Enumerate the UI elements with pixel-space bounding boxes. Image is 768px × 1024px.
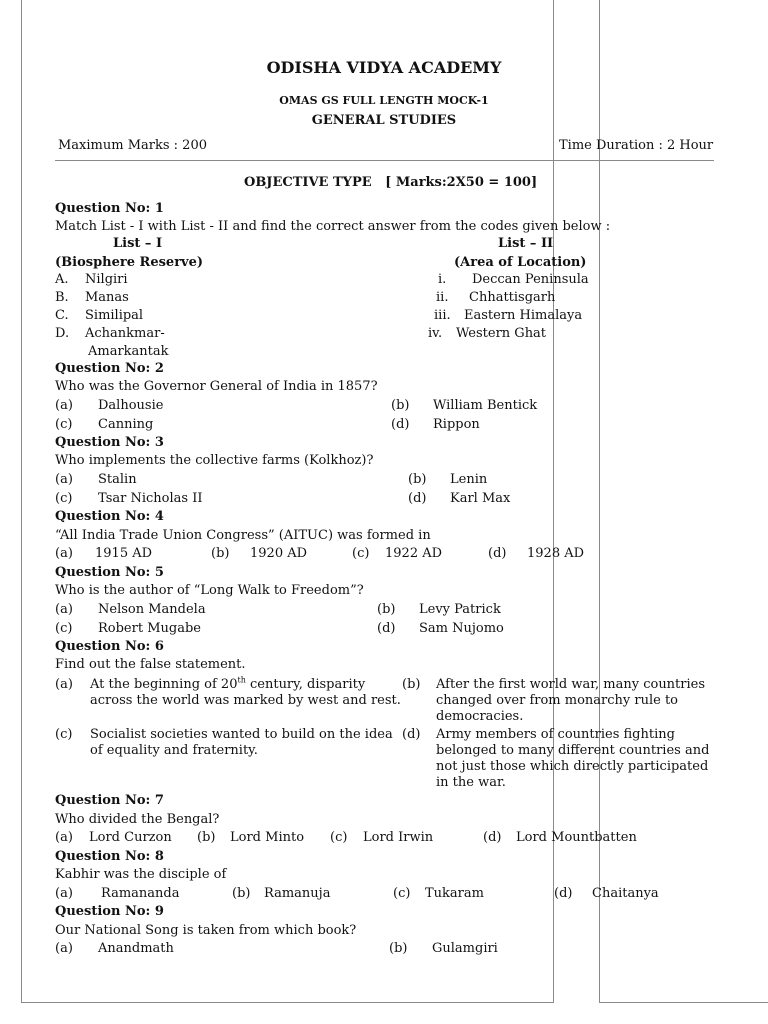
option-text: [90, 677, 402, 709]
option-marker: (d): [377, 621, 396, 636]
list1-item: Achankmar-: [85, 326, 165, 341]
option-marker: (c): [55, 417, 73, 432]
option-text: Stalin: [98, 472, 137, 487]
question-label-6: Question No: 6: [55, 639, 164, 654]
option-marker: (a): [55, 941, 73, 956]
list2-item: Deccan Peninsula: [472, 272, 589, 287]
option-text: Gulamgiri: [432, 941, 498, 956]
option-text: Ramanuja: [264, 886, 331, 901]
question-text-5: Who is the author of “Long Walk to Freedom”?: [55, 583, 364, 598]
list1-item: Nilgiri: [85, 272, 128, 287]
list1-marker: B.: [55, 290, 69, 305]
list1-marker: A.: [55, 272, 69, 287]
option-text: Army members of countries fighting belonged to many different countries and not just those which directly participated in the war.: [436, 727, 710, 790]
option-marker: (b): [389, 941, 408, 956]
option-marker: (d): [554, 886, 573, 901]
question-label-9: Question No: 9: [55, 904, 164, 919]
option-marker: (d): [402, 727, 421, 742]
option-text: Karl Max: [450, 491, 511, 506]
section-heading: OBJECTIVE TYPE [ Marks:2X50 = 100]: [244, 175, 538, 190]
option-marker: (d): [483, 830, 502, 845]
list1-item-continuation: Amarkantak: [88, 344, 169, 359]
question-label-2: Question No: 2: [55, 361, 164, 376]
question-label-4: Question No: 4: [55, 509, 164, 524]
list1-heading: List – I: [113, 236, 163, 251]
question-label-8: Question No: 8: [55, 849, 164, 864]
question-label-3: Question No: 3: [55, 435, 164, 450]
option-marker: (a): [55, 546, 73, 561]
option-text: Ramananda: [101, 886, 180, 901]
option-text: Rippon: [433, 417, 480, 432]
option-text: Robert Mugabe: [98, 621, 201, 636]
option-marker: (b): [402, 677, 421, 692]
option-text: Tukaram: [425, 886, 484, 901]
option-marker: (b): [408, 472, 427, 487]
option-marker: (b): [211, 546, 230, 561]
option-text: Tsar Nicholas II: [98, 491, 203, 506]
max-marks: Maximum Marks : 200: [58, 138, 207, 153]
time-duration: Time Duration : 2 Hour: [559, 138, 714, 153]
list2-subheading: (Area of Location): [454, 255, 587, 270]
superscript-th: th: [237, 675, 246, 685]
option-text-a-start: At the beginning of 20: [90, 677, 238, 692]
list2-item: Western Ghat: [456, 326, 547, 341]
option-text: After the first world war, many countries changed over from monarchy rule to democracies.: [436, 677, 706, 724]
list2-marker: i.: [438, 272, 447, 287]
option-marker: (c): [55, 491, 73, 506]
option-text: Nelson Mandela: [98, 602, 206, 617]
question-text-3: Who implements the collective farms (Kolkhoz)?: [55, 453, 374, 468]
list2-item: Eastern Himalaya: [464, 308, 583, 323]
option-marker: (b): [197, 830, 216, 845]
option-text: Anandmath: [98, 941, 174, 956]
institute-title: ODISHA VIDYA ACADEMY: [266, 58, 502, 77]
question-text-2: Who was the Governor General of India in 1857?: [55, 379, 378, 394]
option-text: 1928 AD: [527, 546, 585, 561]
option-text: Chaitanya: [592, 886, 659, 901]
list1-marker: D.: [55, 326, 70, 341]
option-marker: (c): [55, 621, 73, 636]
list2-marker: iii.: [434, 308, 451, 323]
list2-marker: ii.: [436, 290, 449, 305]
list2-heading: List – II: [498, 236, 554, 251]
question-text-8: Kabhir was the disciple of: [55, 867, 227, 882]
paper-title: GENERAL STUDIES: [311, 113, 457, 128]
option-text: Socialist societies wanted to build on the idea of equality and fraternity.: [90, 727, 393, 758]
option-text: 1915 AD: [95, 546, 153, 561]
option-marker: (d): [408, 491, 427, 506]
option-marker: (d): [391, 417, 410, 432]
option-text: Lord Irwin: [363, 830, 434, 845]
question-text-1: Match List - I with List - II and find the correct answer from the codes given below :: [55, 219, 611, 234]
list2-item: Chhattisgarh: [469, 290, 556, 305]
option-marker: (a): [55, 472, 73, 487]
question-text-9: Our National Song is taken from which book?: [55, 923, 357, 938]
question-label-5: Question No: 5: [55, 565, 164, 580]
option-marker: (c): [55, 727, 73, 742]
option-text: Canning: [98, 417, 154, 432]
question-label-1: Question No: 1: [55, 201, 164, 216]
option-text-a-end: century, disparity across the world was marked by west and rest.: [90, 677, 401, 708]
list1-item: Manas: [85, 290, 129, 305]
question-text-6: Find out the false statement.: [55, 657, 246, 672]
question-text-4: “All India Trade Union Congress” (AITUC) was formed in: [55, 528, 431, 543]
exam-title: OMAS GS FULL LENGTH MOCK-1: [279, 94, 489, 107]
option-text: 1922 AD: [385, 546, 443, 561]
list2-marker: iv.: [428, 326, 443, 341]
list1-subheading: (Biosphere Reserve): [55, 255, 204, 270]
option-marker: (c): [330, 830, 348, 845]
option-marker: (a): [55, 398, 73, 413]
option-marker: (b): [391, 398, 410, 413]
list1-item: Similipal: [85, 308, 144, 323]
header-divider: [55, 160, 714, 161]
option-marker: (a): [55, 602, 73, 617]
option-text: Lenin: [450, 472, 488, 487]
option-text: Lord Mountbatten: [516, 830, 637, 845]
option-marker: (b): [377, 602, 396, 617]
option-marker: (c): [352, 546, 370, 561]
option-marker: (d): [488, 546, 507, 561]
list1-marker: C.: [55, 308, 69, 323]
option-text: Levy Patrick: [419, 602, 501, 617]
option-marker: (b): [232, 886, 251, 901]
question-text-7: Who divided the Bengal?: [55, 812, 220, 827]
option-text: Lord Minto: [230, 830, 305, 845]
option-marker: (a): [55, 886, 73, 901]
option-marker: (a): [55, 830, 73, 845]
option-text: William Bentick: [433, 398, 538, 413]
option-marker: (c): [393, 886, 411, 901]
option-text: Dalhousie: [98, 398, 164, 413]
question-label-7: Question No: 7: [55, 793, 164, 808]
option-text: 1920 AD: [250, 546, 308, 561]
option-text: Lord Curzon: [89, 830, 172, 845]
option-marker: (a): [55, 677, 73, 692]
option-text: Sam Nujomo: [419, 621, 504, 636]
